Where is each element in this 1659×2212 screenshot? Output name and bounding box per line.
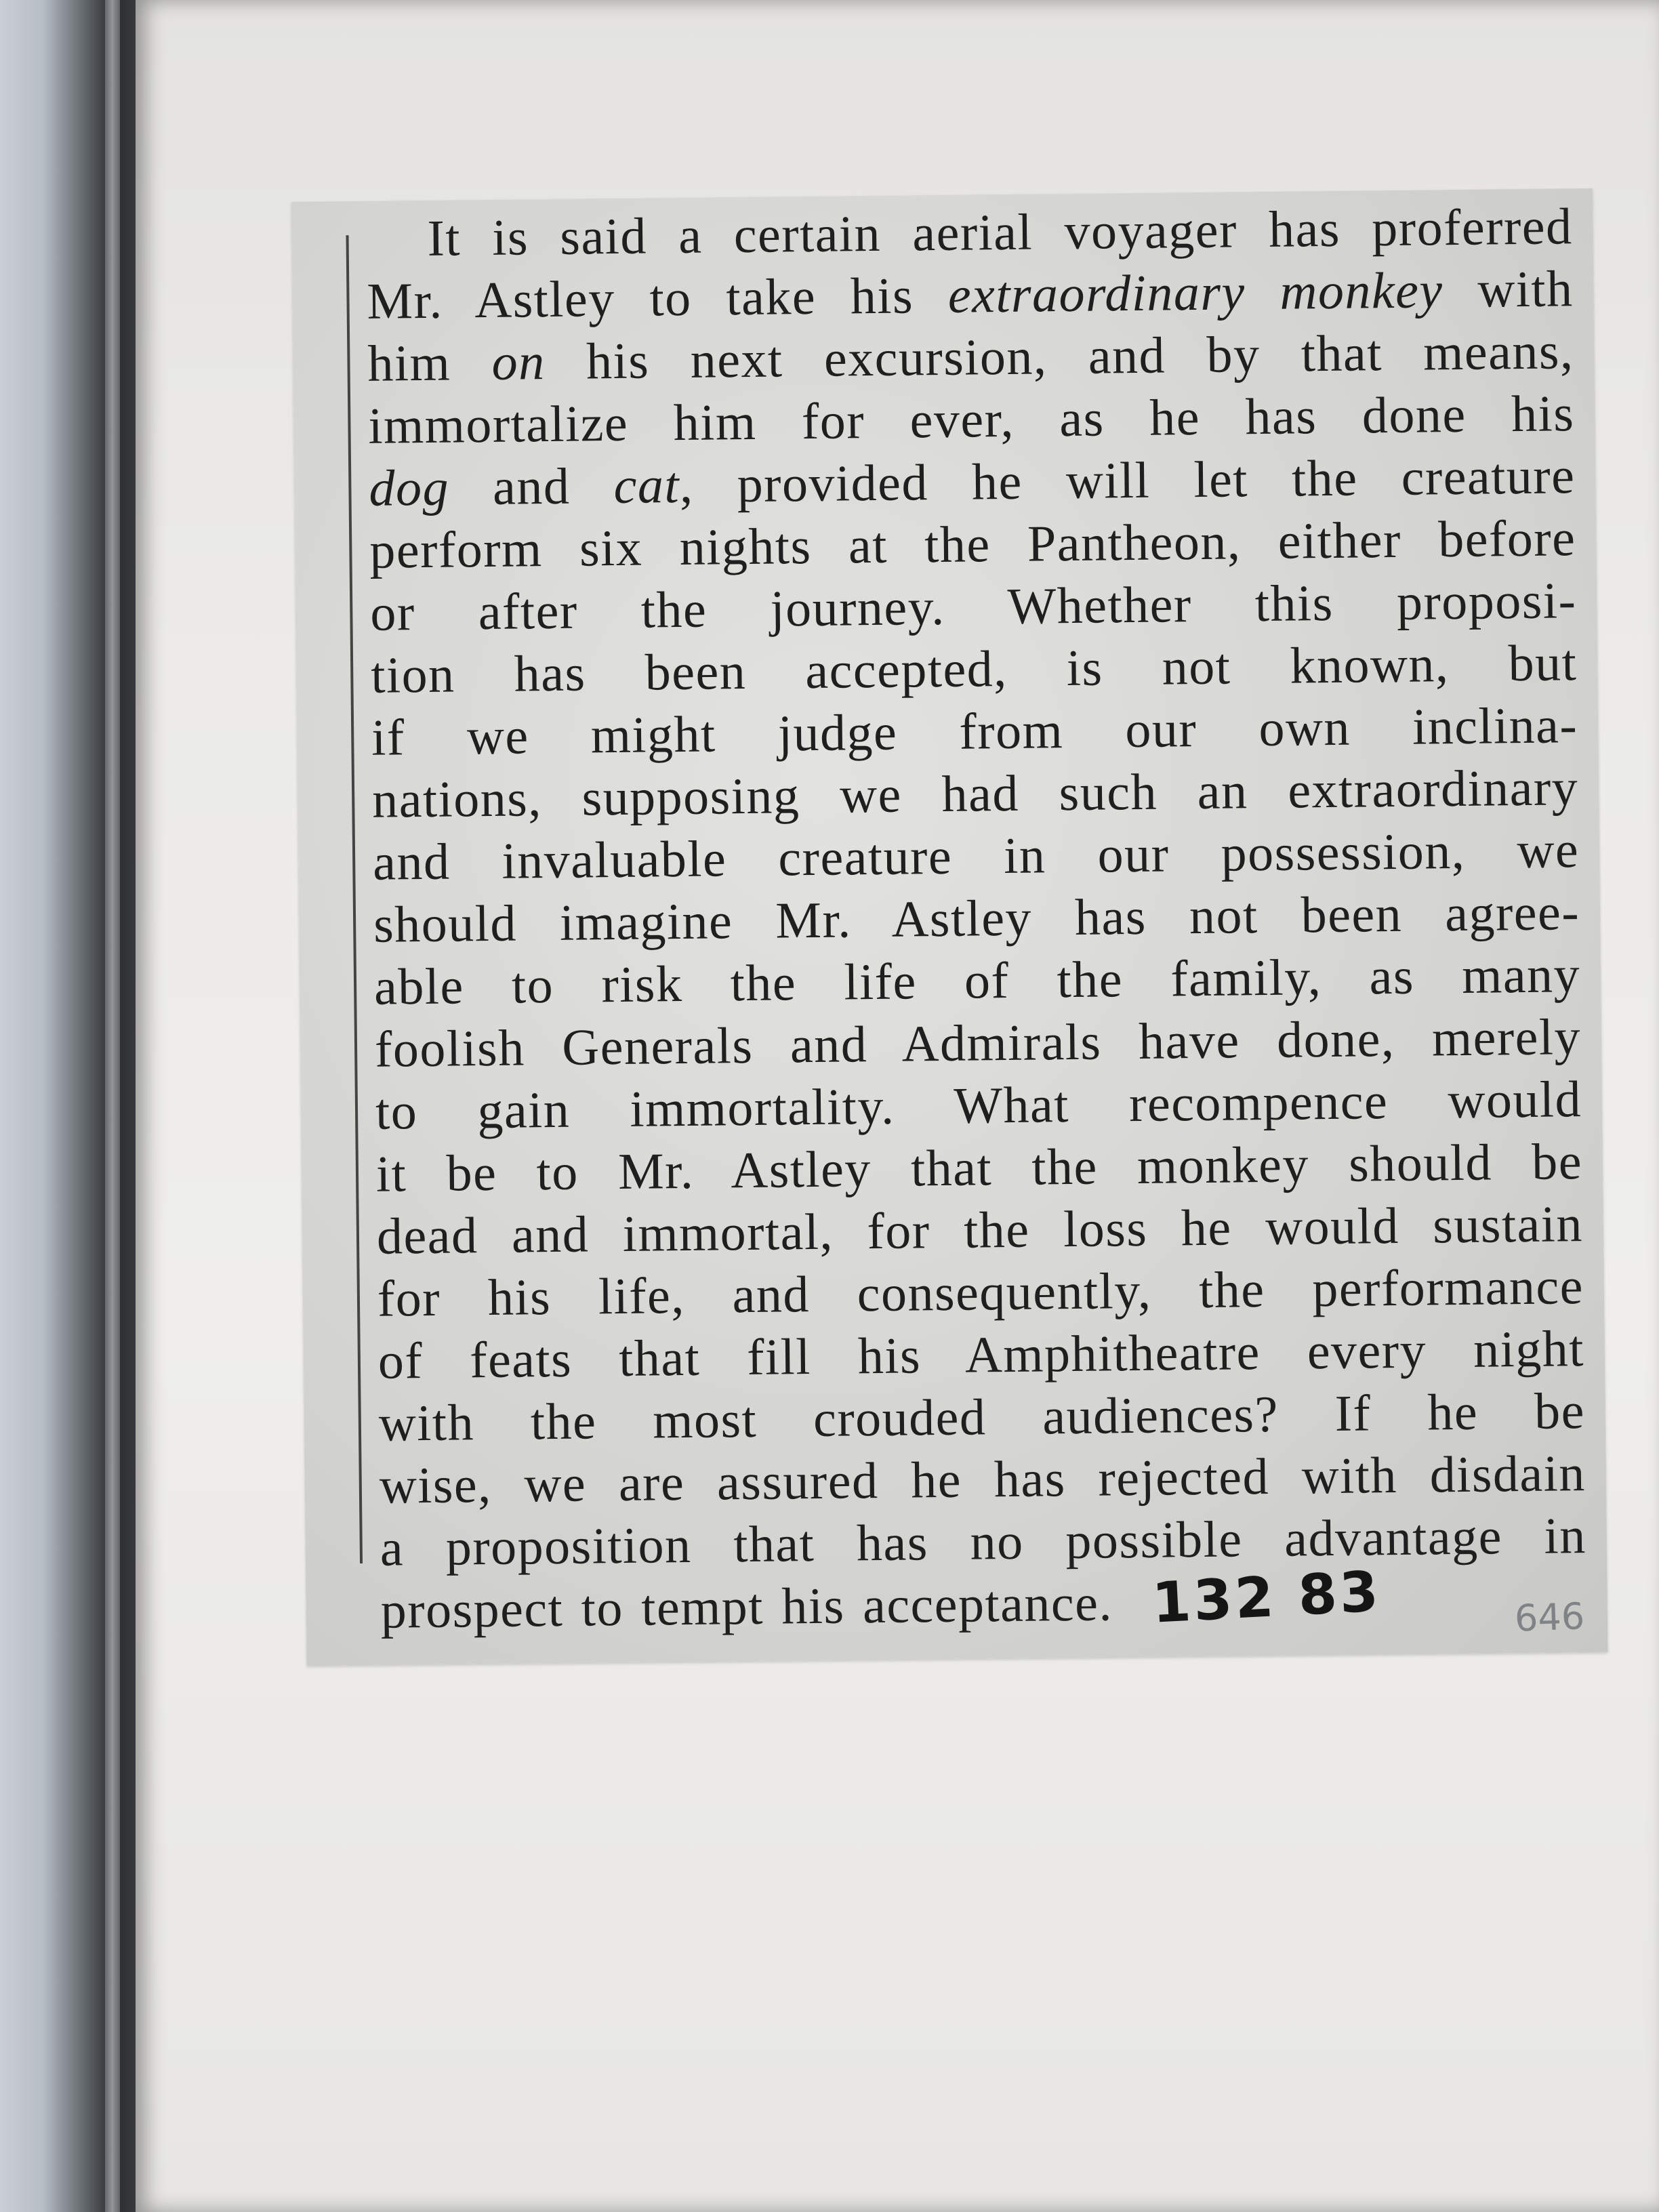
article-line: immortalize him for ever, as he has done his (368, 385, 1575, 455)
article-line: prospect to tempt his acceptance. (380, 1574, 1113, 1639)
article-line: for his life, and consequently, the performance (377, 1258, 1584, 1328)
pencil-number: 646 (1513, 1595, 1586, 1640)
italic-phrase: extraordinary monkey (947, 262, 1443, 324)
article-line: dog and cat, provided he will let the creature (368, 447, 1576, 517)
article-line: perform six nights at the Pantheon, either before (369, 510, 1576, 579)
newspaper-clipping (291, 188, 1608, 1666)
italic-phrase: cat (613, 457, 680, 515)
article-line: or after the journey. Whether this proposi- (369, 572, 1577, 642)
column-rule (346, 235, 363, 1563)
italic-phrase: dog (368, 459, 450, 517)
article-line: It is said a certain aerial voyager has proferred (427, 198, 1573, 267)
article-line: dead and immortal, for the loss he would sustain (376, 1195, 1584, 1265)
article-line: him on his next excursion, and by that means, (367, 323, 1574, 392)
handwritten-accession-number: 132 83 (1150, 1559, 1383, 1636)
article-line: foolish Generals and Admirals have done, merely (374, 1008, 1582, 1078)
article-line: to gain immortality. What recompence would (375, 1071, 1582, 1141)
article-line: if we might judge from our own inclina- (371, 697, 1578, 766)
article-line: it be to Mr. Astley that the monkey should be (375, 1133, 1583, 1203)
article-line: able to risk the life of the family, as many (373, 946, 1581, 1016)
album-binding-edge (105, 0, 120, 2212)
album-binding (0, 0, 142, 2212)
article-text (366, 195, 1587, 1642)
article-line: nations, supposing we had such an extraordinary (371, 759, 1579, 829)
article-line: should imagine Mr. Astley has not been agree- (373, 884, 1580, 954)
article-line: and invaluable creature in our possession, we (372, 821, 1580, 891)
article-line: with the most crouded audiences? If he be (378, 1382, 1586, 1452)
article-line: Mr. Astley to take his extraordinary monkey with (367, 260, 1574, 330)
article-line: a proposition that has no possible advantage in (380, 1507, 1587, 1577)
article-line: wise, we are assured he has rejected with disdain (379, 1445, 1586, 1515)
article-line: of feats that fill his Amphitheatre every night (377, 1320, 1585, 1390)
italic-phrase: on (491, 333, 546, 391)
article-line: tion has been accepted, is not known, but (370, 634, 1578, 704)
